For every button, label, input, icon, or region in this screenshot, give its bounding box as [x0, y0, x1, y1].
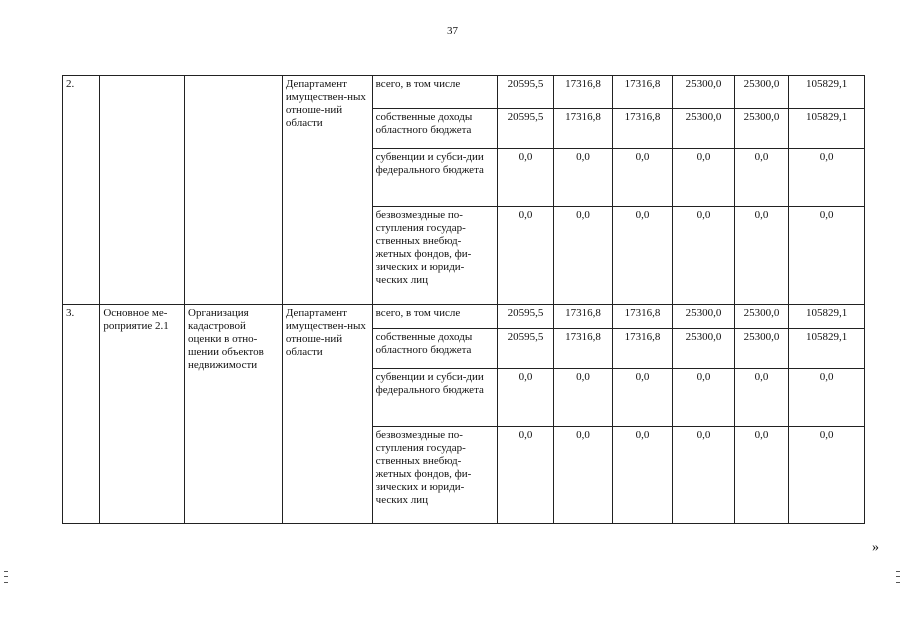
value-cell: 17316,8	[612, 329, 673, 369]
value-cell: 20595,5	[497, 109, 553, 149]
page-number: 37	[447, 25, 458, 37]
table-row	[63, 76, 865, 109]
funding-source-cell: всего, в том числе	[372, 305, 497, 329]
funding-source-cell: безвозмездные по-ступления государ-ственных внебюд-жетных фондов, фи-зических и юриди-ческих лиц	[372, 207, 497, 305]
value-cell: 0,0	[673, 427, 735, 524]
value-cell: 105829,1	[789, 305, 865, 329]
value-cell: 25300,0	[734, 109, 788, 149]
value-cell: 0,0	[734, 369, 788, 427]
value-cell: 17316,8	[612, 305, 673, 329]
value-cell: 25300,0	[673, 329, 735, 369]
value-cell: 0,0	[673, 207, 735, 305]
value-cell: 0,0	[673, 369, 735, 427]
funding-source-cell: безвозмездные по-ступления государ-ственных внебюд-жетных фондов, фи-зических и юриди-ческих лиц	[372, 427, 497, 524]
value-cell: 20595,5	[497, 305, 553, 329]
value-cell: 25300,0	[673, 109, 735, 149]
value-cell: 0,0	[789, 149, 865, 207]
value-cell: 105829,1	[789, 109, 865, 149]
funding-source-cell: собственные доходы областного бюджета	[372, 109, 497, 149]
value-cell: 0,0	[734, 207, 788, 305]
value-cell: 25300,0	[673, 76, 735, 109]
value-cell: 0,0	[612, 369, 673, 427]
value-cell: 25300,0	[673, 305, 735, 329]
value-cell: 0,0	[612, 207, 673, 305]
closing-quote-mark: »	[872, 540, 879, 555]
value-cell: 0,0	[734, 149, 788, 207]
value-cell: 0,0	[554, 369, 613, 427]
value-cell: 0,0	[497, 149, 553, 207]
main-event-cell	[100, 76, 185, 305]
value-cell: 20595,5	[497, 329, 553, 369]
value-cell: 0,0	[612, 427, 673, 524]
event-description-cell: Организация кадастровой оценки в отно-шении объектов недвижимости	[185, 305, 283, 524]
value-cell: 0,0	[612, 149, 673, 207]
value-cell: 25300,0	[734, 76, 788, 109]
value-cell: 0,0	[789, 369, 865, 427]
executor-cell: Департамент имуществен-ных отноше-ний области	[282, 76, 372, 305]
value-cell: 0,0	[673, 149, 735, 207]
left-margin-mark	[4, 571, 8, 583]
value-cell: 17316,8	[612, 109, 673, 149]
group-number: 3.	[63, 305, 100, 524]
value-cell: 25300,0	[734, 305, 788, 329]
right-margin-mark	[896, 571, 900, 583]
value-cell: 0,0	[554, 427, 613, 524]
value-cell: 0,0	[497, 207, 553, 305]
table-row	[63, 305, 865, 329]
value-cell: 105829,1	[789, 76, 865, 109]
value-cell: 17316,8	[554, 329, 613, 369]
value-cell: 25300,0	[734, 329, 788, 369]
value-cell: 105829,1	[789, 329, 865, 369]
funding-table	[62, 75, 865, 524]
value-cell: 17316,8	[554, 109, 613, 149]
funding-source-cell: субвенции и субси-дии федерального бюджета	[372, 369, 497, 427]
value-cell: 0,0	[554, 149, 613, 207]
funding-source-cell: всего, в том числе	[372, 76, 497, 109]
main-event-cell: Основное ме-роприятие 2.1	[100, 305, 185, 524]
executor-cell: Департамент имуществен-ных отноше-ний области	[282, 305, 372, 524]
value-cell: 17316,8	[612, 76, 673, 109]
value-cell: 20595,5	[497, 76, 553, 109]
value-cell: 17316,8	[554, 76, 613, 109]
value-cell: 0,0	[789, 427, 865, 524]
value-cell: 17316,8	[554, 305, 613, 329]
value-cell: 0,0	[497, 369, 553, 427]
value-cell: 0,0	[497, 427, 553, 524]
value-cell: 0,0	[554, 207, 613, 305]
group-number: 2.	[63, 76, 100, 305]
event-description-cell	[185, 76, 283, 305]
funding-source-cell: субвенции и субси-дии федерального бюджета	[372, 149, 497, 207]
value-cell: 0,0	[734, 427, 788, 524]
value-cell: 0,0	[789, 207, 865, 305]
funding-source-cell: собственные доходы областного бюджета	[372, 329, 497, 369]
